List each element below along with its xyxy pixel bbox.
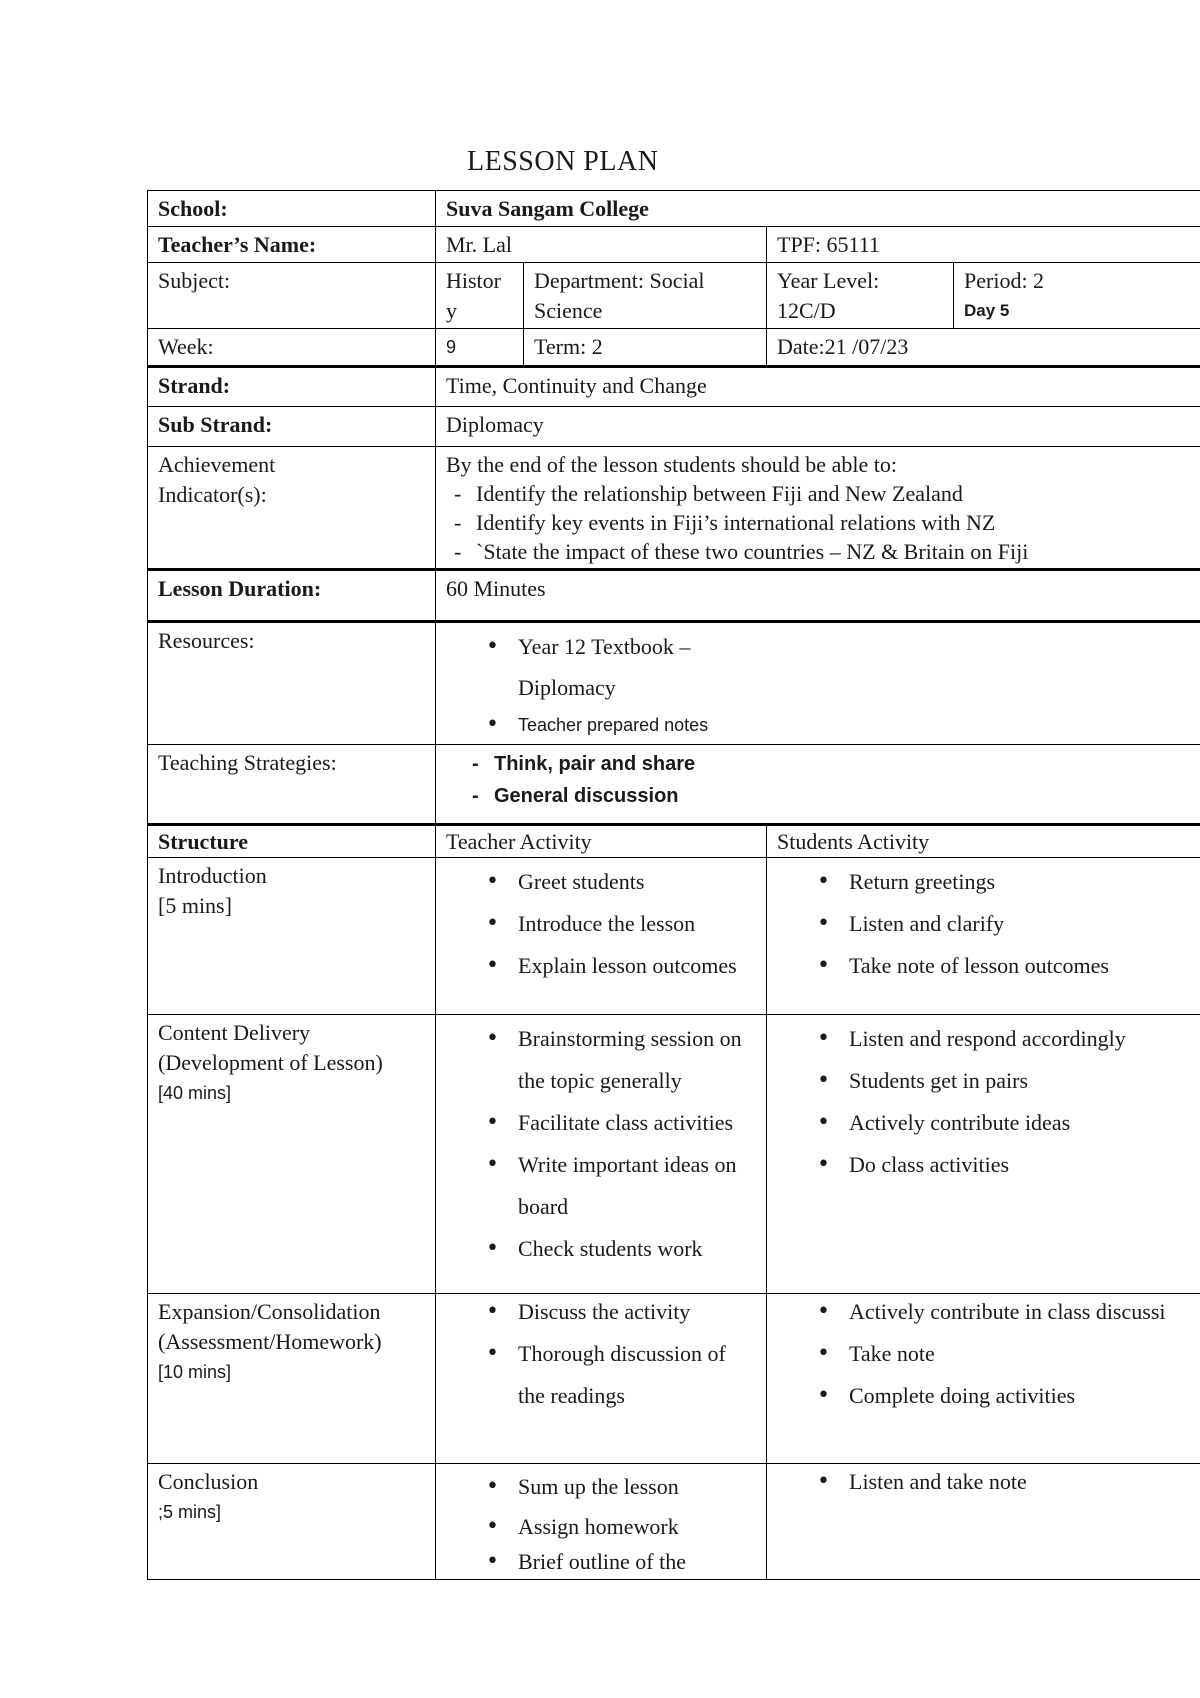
resource-item1-line2: Diplomacy: [518, 675, 616, 700]
stage-name: Expansion/Consolidation: [158, 1299, 381, 1324]
stage-time: [5 mins]: [158, 893, 232, 918]
lesson-plan-table: [147, 190, 1200, 1580]
list-item: • Assign homework: [518, 1507, 758, 1547]
subject-value: [436, 263, 524, 329]
list-item: • Listen and take note: [849, 1467, 1200, 1497]
resource-item1-line1: • Year 12 Textbook –: [518, 634, 691, 659]
list-item: • Do class activities: [849, 1144, 1200, 1186]
stage-subtitle: (Assessment/Homework): [158, 1329, 382, 1354]
list-item: • Sum up the lesson: [518, 1467, 758, 1507]
list-item: • Explain lesson outcomes: [518, 951, 756, 981]
strategy-item: - General discussion: [494, 780, 1200, 812]
teacher-activity-cell: [436, 1015, 767, 1294]
achievement-list: [446, 479, 1200, 566]
achievement-label: [148, 447, 436, 570]
students-activity-list: [777, 1297, 1200, 1417]
list-item: • Actively contribute ideas: [849, 1102, 1200, 1144]
achievement-item: - `State the impact of these two countries – NZ & Britain on Fiji: [476, 537, 1200, 566]
teacher-activity-cell: [436, 1464, 767, 1580]
year-level-cell: [767, 263, 954, 329]
list-item: • Facilitate class activities: [518, 1102, 748, 1144]
list-item: • Actively contribute in class discussi: [849, 1297, 1200, 1327]
sub-strand-label: Sub Strand:: [148, 407, 436, 447]
teacher-activity-list: [446, 1467, 758, 1577]
resource-item: [518, 626, 1200, 708]
period-value: Period: 2: [964, 268, 1045, 293]
students-activity-list: [777, 1018, 1200, 1186]
teacher-label: Teacher’s Name:: [148, 227, 436, 263]
tpf-value: TPF: 65111: [767, 227, 1200, 263]
list-item: • Introduce the lesson: [518, 903, 756, 945]
school-value: Suva Sangam College: [436, 191, 1200, 227]
stage-cell: [148, 858, 436, 1015]
strategies-content: [436, 745, 1200, 825]
resources-label: Resources:: [148, 622, 436, 745]
resources-content: [436, 622, 1200, 745]
stage-cell: [148, 1464, 436, 1580]
students-activity-cell: [767, 1464, 1200, 1580]
department-cell: [524, 263, 767, 329]
teacher-activity-list: [446, 1297, 758, 1417]
teacher-activity-list: [446, 1018, 748, 1270]
teacher-value: Mr. Lal: [436, 227, 767, 263]
achievement-item: - Identify the relationship between Fiji and New Zealand: [476, 479, 1200, 508]
achievement-label-line2: Indicator(s):: [158, 482, 267, 507]
stage-time: [40 mins]: [158, 1083, 232, 1103]
day-value: Day 5: [964, 301, 1010, 320]
resource-item: • Teacher prepared notes: [518, 708, 1200, 742]
list-item: • Complete doing activities: [849, 1375, 1200, 1417]
subject-value-line1: Histor: [446, 268, 501, 293]
year-level-line1: Year Level:: [777, 268, 880, 293]
structure-header: Structure: [148, 825, 436, 858]
date-value: Date:21 /07/23: [767, 329, 1200, 367]
list-item: • Write important ideas on board: [518, 1144, 748, 1228]
list-item: • Brainstorming session on the topic generally: [518, 1018, 748, 1102]
stage-time: ;5 mins]: [158, 1502, 222, 1522]
teacher-activity-cell: [436, 1294, 767, 1464]
term-value: Term: 2: [524, 329, 767, 367]
students-activity-cell: [767, 1294, 1200, 1464]
list-item: • Take note of lesson outcomes: [849, 945, 1200, 987]
stage-subtitle: (Development of Lesson): [158, 1050, 383, 1075]
stage-cell: [148, 1294, 436, 1464]
year-level-line2: 12C/D: [777, 298, 836, 323]
list-item: • Discuss the activity: [518, 1297, 758, 1327]
list-item: • Thorough discussion of the readings: [518, 1333, 758, 1417]
school-label: School:: [148, 191, 436, 227]
teacher-activity-header: Teacher Activity: [436, 825, 767, 858]
stage-name: Conclusion: [158, 1469, 259, 1494]
strand-label: Strand:: [148, 367, 436, 407]
list-item: • Check students work: [518, 1228, 748, 1270]
achievement-item: - Identify key events in Fiji’s international relations with NZ: [476, 508, 1200, 537]
stage-name: Introduction: [158, 863, 267, 888]
strategy-item: - Think, pair and share: [494, 748, 1200, 780]
week-value: 9: [436, 329, 524, 367]
strategies-label: Teaching Strategies:: [148, 745, 436, 825]
teacher-activity-cell: [436, 858, 767, 1015]
stage-time: [10 mins]: [158, 1362, 232, 1382]
list-item: • Students get in pairs: [849, 1060, 1200, 1102]
list-item: • Listen and respond accordingly: [849, 1018, 1200, 1060]
duration-value: 60 Minutes: [436, 570, 1200, 622]
students-activity-cell: [767, 1015, 1200, 1294]
stage-cell: [148, 1015, 436, 1294]
strategies-list: [446, 748, 1200, 812]
students-activity-list: [777, 861, 1200, 987]
page-title: LESSON PLAN: [467, 146, 659, 177]
students-activity-list: [777, 1467, 1200, 1497]
list-item: • Return greetings: [849, 861, 1200, 903]
period-cell: [954, 263, 1200, 329]
students-activity-header: Students Activity: [767, 825, 1200, 858]
list-item: • Brief outline of the: [518, 1547, 758, 1577]
students-activity-cell: [767, 858, 1200, 1015]
sub-strand-value: Diplomacy: [436, 407, 1200, 447]
strand-value: Time, Continuity and Change: [436, 367, 1200, 407]
teacher-activity-list: [446, 861, 756, 981]
list-item: • Greet students: [518, 861, 756, 903]
achievement-label-line1: Achievement: [158, 452, 276, 477]
list-item: • Take note: [849, 1333, 1200, 1375]
stage-name: Content Delivery: [158, 1020, 311, 1045]
list-item: • Listen and clarify: [849, 903, 1200, 945]
week-label: Week:: [148, 329, 436, 367]
department-line1: Department: Social: [534, 268, 705, 293]
department-line2: Science: [534, 298, 603, 323]
achievement-intro: By the end of the lesson students should be able to:: [446, 452, 897, 477]
subject-value-line2: y: [446, 298, 457, 323]
subject-label: Subject:: [148, 263, 436, 329]
resources-list: [446, 626, 1200, 742]
duration-label: Lesson Duration:: [148, 570, 436, 622]
achievement-content: [436, 447, 1200, 570]
